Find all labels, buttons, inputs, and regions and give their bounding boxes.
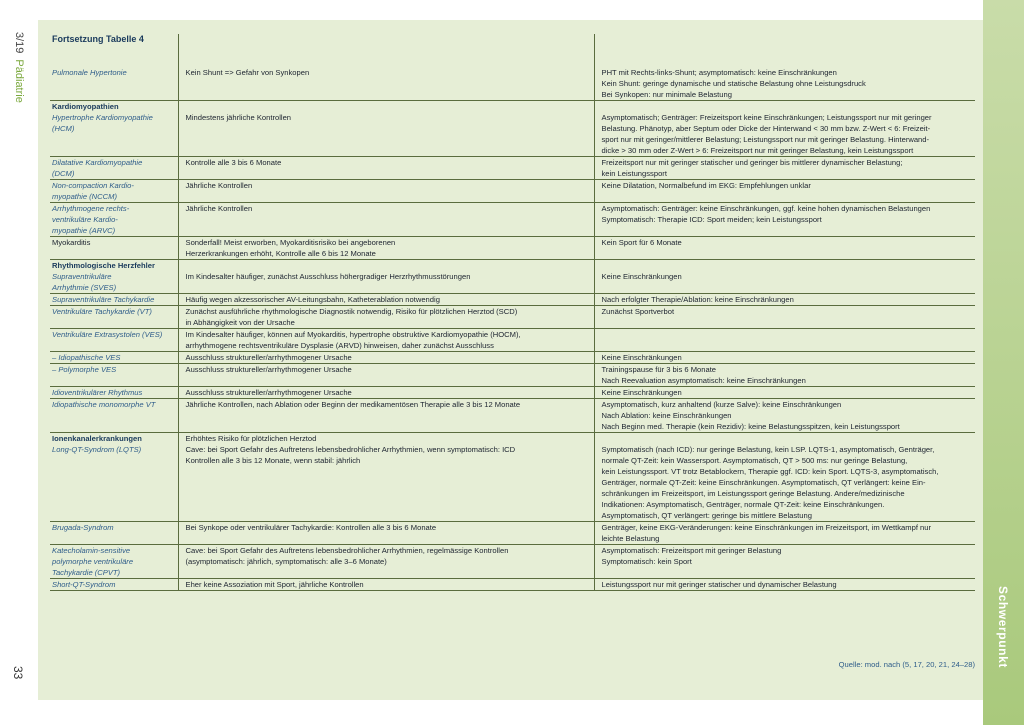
recommendation-cell bbox=[594, 203, 975, 237]
control-cell bbox=[178, 545, 594, 579]
condition-cell bbox=[50, 180, 178, 203]
condition-name: polymorphe ventrikuläre bbox=[52, 557, 134, 566]
table-title-row bbox=[50, 34, 975, 56]
control-cell bbox=[178, 101, 594, 157]
table-row bbox=[50, 203, 975, 237]
group-heading: Rhythmologische Herzfehler bbox=[52, 261, 155, 270]
control-cell bbox=[178, 522, 594, 545]
condition-name: Supraventrikuläre bbox=[52, 272, 112, 281]
control-cell bbox=[178, 579, 594, 591]
recommendation-text: PHT mit Rechts-links-Shunt; asymptomatisch: keine Einschränkungen bbox=[601, 68, 837, 77]
control-cell bbox=[178, 180, 594, 203]
issue-label: 3/19 bbox=[13, 32, 25, 54]
recommendation-text: Symptomatisch: kein Sport bbox=[601, 557, 692, 566]
recommendation-cell bbox=[594, 101, 975, 157]
recommendation-text: Belastung. Phänotyp, aber Septum oder Dicke der Hinterwand < 30 mm bzw. Z-Wert < 6: Freizeit- bbox=[601, 124, 931, 133]
control-text: Cave: bei Sport Gefahr des Auftretens lebensbedrohlicher Arrhythmien, regelmässige Kontrollen bbox=[185, 546, 509, 555]
control-cell bbox=[178, 294, 594, 306]
group-heading: Kardiomyopathien bbox=[52, 102, 119, 111]
condition-cell bbox=[50, 433, 178, 522]
table-row bbox=[50, 329, 975, 352]
condition-name: – Idiopathische VES bbox=[52, 353, 121, 362]
recommendation-text: Nach Reevaluation asymptomatisch: keine Einschränkungen bbox=[601, 376, 806, 385]
table-row bbox=[50, 260, 975, 294]
control-text: Kontrollen alle 3 bis 12 Monate, wenn stabil: jährlich bbox=[185, 456, 361, 465]
condition-name: (DCM) bbox=[52, 169, 75, 178]
source-note: Quelle: mod. nach (5, 17, 20, 21, 24–28) bbox=[838, 660, 975, 669]
control-text: Jährliche Kontrollen bbox=[185, 204, 253, 213]
condition-name: Ventrikuläre Tachykardie (VT) bbox=[52, 307, 152, 316]
condition-name: Dilatative Kardiomyopathie bbox=[52, 158, 143, 167]
condition-name: Pulmonale Hypertonie bbox=[52, 68, 127, 77]
page-margin bbox=[0, 0, 38, 725]
condition-cell bbox=[50, 157, 178, 180]
control-text: Ausschluss struktureller/arrhythmogener Ursache bbox=[185, 388, 352, 397]
recommendation-cell bbox=[594, 306, 975, 329]
condition-cell bbox=[50, 294, 178, 306]
recommendation-text: Symptomatisch (nach ICD): nur geringe Belastung, kein LSP. LQTS-1, asymptomatisch, Genträger, bbox=[601, 445, 935, 454]
recommendation-text: Keine Dilatation, Normalbefund im EKG: Empfehlungen unklar bbox=[601, 181, 811, 190]
section-tab-label: Schwerpunkt bbox=[996, 586, 1010, 668]
recommendation-cell bbox=[594, 387, 975, 399]
table-row bbox=[50, 56, 975, 101]
condition-name: (HCM) bbox=[52, 124, 75, 133]
condition-name: Hypertrophe Kardiomyopathie bbox=[52, 113, 153, 122]
condition-cell bbox=[50, 352, 178, 364]
table-row bbox=[50, 237, 975, 260]
recommendation-cell bbox=[594, 364, 975, 387]
recommendation-text: Keine Einschränkungen bbox=[601, 388, 682, 397]
recommendation-text: Nach Beginn med. Therapie (kein Rezidiv): keine Belastungsspitzen, kein Leistungssport bbox=[601, 422, 900, 431]
control-cell bbox=[178, 433, 594, 522]
condition-name: Ventrikuläre Extrasystolen (VES) bbox=[52, 330, 163, 339]
condition-cell bbox=[50, 203, 178, 237]
recommendation-cell bbox=[594, 329, 975, 352]
condition-cell bbox=[50, 579, 178, 591]
recommendation-text: Keine Einschränkungen bbox=[601, 272, 682, 281]
recommendation-cell bbox=[594, 294, 975, 306]
condition-name: Supraventrikuläre Tachykardie bbox=[52, 295, 155, 304]
condition-cell bbox=[50, 522, 178, 545]
control-text: Sonderfall! Meist erworben, Myokarditisrisiko bei angeborenen bbox=[185, 238, 396, 247]
control-text: Häufig wegen akzessorischer AV-Leitungsbahn, Katheterablation notwendig bbox=[185, 295, 440, 304]
group-heading: Ionenkanalerkrankungen bbox=[52, 434, 142, 443]
recommendation-text: Kein Shunt: geringe dynamische und statische Belastung ohne Leistungsdruck bbox=[601, 79, 866, 88]
condition-name: Katecholamin-sensitive bbox=[52, 546, 131, 555]
condition-name: Non-compaction Kardio- bbox=[52, 181, 134, 190]
control-text: Zunächst ausführliche rhythmologische Diagnostik notwendig, Risiko für plötzlichen Herztod (SCD) bbox=[185, 307, 518, 316]
recommendation-text: Trainingspause für 3 bis 6 Monate bbox=[601, 365, 717, 374]
control-text: Jährliche Kontrollen, nach Ablation oder Beginn der medikamentösen Therapie alle 3 bis 12 Monate bbox=[185, 400, 521, 409]
control-text: Kontrolle alle 3 bis 6 Monate bbox=[185, 158, 282, 167]
recommendation-text: Leistungssport nur mit geringer statischer und dynamischer Belastung bbox=[601, 580, 837, 589]
control-text: Eher keine Assoziation mit Sport, jährliche Kontrollen bbox=[185, 580, 364, 589]
table-row bbox=[50, 433, 975, 522]
recommendation-cell bbox=[594, 180, 975, 203]
condition-cell bbox=[50, 545, 178, 579]
recommendation-text: Symptomatisch: Therapie ICD: Sport meiden; kein Leistungssport bbox=[601, 215, 822, 224]
recommendation-text: dicke > 30 mm oder Z-Wert > 6: Freizeitsport nur mit geringer Belastung, kein Leistungssport bbox=[601, 146, 914, 155]
condition-name: myopathie (NCCM) bbox=[52, 192, 117, 201]
recommendation-text: kein Leistungssport bbox=[601, 169, 667, 178]
control-cell bbox=[178, 237, 594, 260]
control-cell bbox=[178, 364, 594, 387]
control-cell bbox=[178, 399, 594, 433]
recommendation-cell bbox=[594, 352, 975, 364]
control-cell bbox=[178, 387, 594, 399]
condition-cell bbox=[50, 260, 178, 294]
control-text: Jährliche Kontrollen bbox=[185, 181, 253, 190]
condition-cell bbox=[50, 329, 178, 352]
control-cell bbox=[178, 203, 594, 237]
recommendation-text: Bei Synkopen: nur minimale Belastung bbox=[601, 90, 732, 99]
table-row bbox=[50, 399, 975, 433]
table-row bbox=[50, 101, 975, 157]
condition-name: ventrikuläre Kardio- bbox=[52, 215, 118, 224]
control-text: Im Kindesalter häufiger, zunächst Ausschluss höhergradiger Herzrhythmusstörungen bbox=[185, 272, 471, 281]
recommendation-text: kein Leistungssport. VT trotz Betablockern, Therapie ggf. ICD: kein Sport. LQTS-3, asymptomatisch, bbox=[601, 467, 939, 476]
condition-cell bbox=[50, 399, 178, 433]
condition-name: – Polymorphe VES bbox=[52, 365, 117, 374]
section-label: Pädiatrie bbox=[13, 59, 25, 103]
control-text: Im Kindesalter häufiger, können auf Myokarditis, hypertrophe obstruktive Kardiomyopathie (HOCM), bbox=[185, 330, 521, 339]
condition-cell bbox=[50, 306, 178, 329]
recommendation-cell bbox=[594, 157, 975, 180]
control-text: (asymptomatisch: jährlich, symptomatisch: alle 3–6 Monate) bbox=[185, 557, 387, 566]
table-row bbox=[50, 387, 975, 399]
recommendation-text: Zunächst Sportverbot bbox=[601, 307, 675, 316]
control-text: Bei Synkope oder ventrikulärer Tachykardie: Kontrollen alle 3 bis 6 Monate bbox=[185, 523, 437, 532]
control-cell bbox=[178, 306, 594, 329]
control-cell bbox=[178, 56, 594, 101]
control-text: Erhöhtes Risiko für plötzlichen Herztod bbox=[185, 434, 317, 443]
recommendation-text: Genträger, normale QT-Zeit: keine Einschränkungen. Asymptomatisch, QT verlängert: keine Ein- bbox=[601, 478, 926, 487]
control-text: Mindestens jährliche Kontrollen bbox=[185, 113, 292, 122]
recommendation-text: Kein Sport für 6 Monate bbox=[601, 238, 682, 247]
recommendation-cell bbox=[594, 433, 975, 522]
recommendation-text: Indikationen: Asymptomatisch, Genträger, normale QT-Zeit: keine Einschränkungen. bbox=[601, 500, 885, 509]
recommendation-text: Nach erfolgter Therapie/Ablation: keine Einschränkungen bbox=[601, 295, 794, 304]
condition-cell bbox=[50, 101, 178, 157]
condition-cell bbox=[50, 237, 178, 260]
recommendation-text: Freizeitsport nur mit geringer statischer und geringer bis mittlerer dynamischer Belastung; bbox=[601, 158, 903, 167]
condition-cell bbox=[50, 387, 178, 399]
table-row bbox=[50, 352, 975, 364]
table-row bbox=[50, 545, 975, 579]
control-text: Kein Shunt => Gefahr von Synkopen bbox=[185, 68, 310, 77]
sport-recommendation-table bbox=[50, 34, 975, 591]
recommendation-cell bbox=[594, 237, 975, 260]
recommendation-cell bbox=[594, 522, 975, 545]
condition-name: Tachykardie (CPVT) bbox=[52, 568, 121, 577]
recommendation-text: Nach Ablation: keine Einschränkungen bbox=[601, 411, 732, 420]
table-row bbox=[50, 306, 975, 329]
control-text: Ausschluss struktureller/arrhythmogener Ursache bbox=[185, 365, 352, 374]
recommendation-text: Asymptomatisch; Genträger: Freizeitsport keine Einschränkungen; Leistungssport nur mit geringer bbox=[601, 113, 932, 122]
condition-cell bbox=[50, 364, 178, 387]
control-text: Ausschluss struktureller/arrhythmogener Ursache bbox=[185, 353, 352, 362]
control-cell bbox=[178, 157, 594, 180]
condition-name: Idioventrikulärer Rhythmus bbox=[52, 388, 143, 397]
recommendation-cell bbox=[594, 579, 975, 591]
control-text: Cave: bei Sport Gefahr des Auftretens lebensbedrohlicher Arrhythmien, wenn symptomatisch: ICD bbox=[185, 445, 516, 454]
recommendation-cell bbox=[594, 399, 975, 433]
recommendation-text: schränkungen im Freizeitsport, im Leistungssport geringe Belastung. Andere/medizinische bbox=[601, 489, 905, 498]
table-row bbox=[50, 522, 975, 545]
table-row bbox=[50, 157, 975, 180]
recommendation-text: leichte Belastung bbox=[601, 534, 660, 543]
recommendation-text: Keine Einschränkungen bbox=[601, 353, 682, 362]
recommendation-cell bbox=[594, 545, 975, 579]
condition-name: Short-QT-Syndrom bbox=[52, 580, 116, 589]
recommendation-text: Asymptomatisch: Freizeitsport mit geringer Belastung bbox=[601, 546, 782, 555]
recommendation-cell bbox=[594, 260, 975, 294]
section-tab bbox=[983, 0, 1024, 725]
condition-name: Myokarditis bbox=[52, 238, 91, 247]
control-cell bbox=[178, 352, 594, 364]
condition-name: Arrhythmie (SVES) bbox=[52, 283, 117, 292]
condition-name: myopathie (ARVC) bbox=[52, 226, 116, 235]
control-text: arrhythmogene rechtsventrikuläre Dysplasie (ARVD) hinweisen, daher zunächst Ausschluss bbox=[185, 341, 494, 350]
recommendation-text: normale QT-Zeit: kein Wassersport. Asymptomatisch, QT > 500 ms: nur geringe Belastung, bbox=[601, 456, 908, 465]
condition-name: Long-QT-Syndrom (LQTS) bbox=[52, 445, 142, 454]
control-text: in Abhängigkeit von der Ursache bbox=[185, 318, 295, 327]
condition-name: Brugada-Syndrom bbox=[52, 523, 114, 532]
table-row bbox=[50, 579, 975, 591]
condition-cell bbox=[50, 56, 178, 101]
recommendation-cell bbox=[594, 56, 975, 101]
condition-name: Arrhythmogene rechts- bbox=[52, 204, 130, 213]
control-cell bbox=[178, 329, 594, 352]
running-header bbox=[13, 32, 25, 103]
recommendation-text: Asymptomatisch: Genträger: keine Einschränkungen, ggf. keine hohen dynamischen Belastungen bbox=[601, 204, 931, 213]
table-row bbox=[50, 294, 975, 306]
table-title: Fortsetzung Tabelle 4 bbox=[52, 34, 144, 44]
recommendation-text: Genträger, keine EKG-Veränderungen: keine Einschränkungen im Freizeitsport, im Wettkampf nur bbox=[601, 523, 932, 532]
control-text: Herzerkrankungen erhöht, Kontrolle alle 6 bis 12 Monate bbox=[185, 249, 376, 258]
table-row bbox=[50, 364, 975, 387]
recommendation-text: Asymptomatisch, kurz anhaltend (kurze Salve): keine Einschränkungen bbox=[601, 400, 842, 409]
control-cell bbox=[178, 260, 594, 294]
page-number: 33 bbox=[11, 666, 25, 680]
table-row bbox=[50, 180, 975, 203]
recommendation-text: Asymptomatisch, QT verlängert: geringe bis mittlere Belastung bbox=[601, 511, 812, 520]
condition-name: Idiopathische monomorphe VT bbox=[52, 400, 156, 409]
recommendation-text: sport nur mit geringer/mittlerer Belastung; Leistungssport nur mit geringer Belastung. Hinterwand- bbox=[601, 135, 930, 144]
